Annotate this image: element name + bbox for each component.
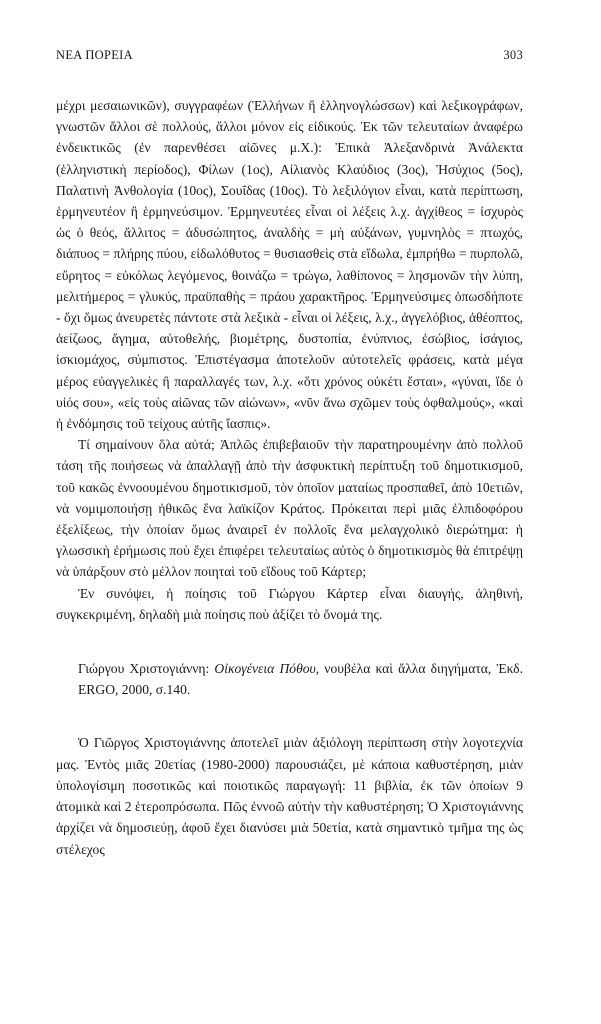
review-details: , νουβέλα καὶ ἄλλα διηγήματα, Ἐκδ. ERGO, 2000, σ.140. bbox=[78, 661, 523, 698]
paragraph-vocabulary: μέχρι μεσαιωνικῶν), συγγραφέων (Ἑλλήνων ἢ ἑλληνογλώσσων) καὶ λεξικογράφων, γνωστῶν ἄλλοι σὲ πολλούς, ἄλλοι μόνον εἰς εἰδικούς. Ἐκ τῶν τελευταίων ἀναφέρω ἐνδεικτικῶς (ἐν παρενθέσει αἰῶνες μ.Χ.): Ἐπικὰ Ἀλεξανδρινὰ Ἀνάλεκτα (ἑλληνιστικὴ περίοδος), Φίλων (1ος), Αἰλιανὸς Κλαύδιος (3ος), Ἡσύχιος (5ος), Παλατινὴ Ἀνθολογία (10ος), Σουΐδας (10ος). Τὸ λεξιλόγιον εἶναι, κατὰ περίπτωση, ἑρμηνευτέον ἢ ἑρμηνεύσιμον. Ἑρμηνευτέες εἶναι οἱ λέξεις λ.χ. ἀγχίθεος = ἰσχυρὸς ὡς ὁ θεός, ἄλλιτος = ἀδυσώπητος, ἀναλδὴς = μὴ αὐξάνων, γυμνηλὸς = πτωχός, διάπυος = πλήρης πύου, εἰδωλόθυτος = θυσιασθεὶς στὰ εἴδωλα, ἐμπρήθω = πυρπολῶ, εὔρητος = εὐκόλως λεγόμενος, θοινάζω = τρώγω, λαθίπονος = λησμονῶν τὴν λύπη, μελιτήμερος = γλυκύς, πραϋπαθὴς = πράου χαρακτῆρος. Ἑρμηνεύσιμες ὁπωσδήποτε - ὄχι ὅμως ἀνευρετὲς πάντοτε στὰ λεξικὰ - εἶναι οἱ λέξεις, λ.χ., ἀγγελόβιος, ἀθέοπτος, ἀείζωος, ἄγημα, αὐτοθελής, βιομέτρης, δυστοπία, ἐνύπνιος, ἐσώβιος, ἰσάγιος, ἰσκιομάχος, σύμπιστος. Ἐπιστέγασμα ἀποτελοῦν αὐτοτελεῖς φράσεις, κατὰ μέγα μέρος εὐαγγελικὲς ἢ παραλλαγές των, λ.χ. «ὅτι χρόνος οὐκέτι ἔσται», «γύναι, ἴδε ὁ υἱός σου», «εἰς τοὺς αἰῶνας τῶν αἰώνων», «νῦν ἄνω σχῶμεν τοὺς ὀφθαλμούς», «καὶ ἡ ἐνδόμησις τοῦ τείχους αὐτῆς ἴασπις». bbox=[56, 98, 523, 432]
running-title: ΝΕΑ ΠΟΡΕΙΑ bbox=[56, 48, 133, 62]
review-book-title: Οἰκογένεια Πόθου bbox=[214, 661, 316, 677]
review-reference bbox=[56, 658, 523, 700]
paragraph-conclusion: Ἐν συνόψει, ἡ ποίησις τοῦ Γιώργου Κάρτερ εἶναι διαυγής, ἀληθινή, συγκεκριμένη, δηλαδὴ μιὰ ποίησις ποὺ ἀξίζει τὸ ὄνομά της. bbox=[56, 585, 523, 622]
section-gap bbox=[56, 625, 523, 658]
paragraph-review-intro: Ὁ Γιῶργος Χριστογιάννης ἀποτελεῖ μιὰν ἀξιόλογη περίπτωση στὴν λογοτεχνία μας. Ἐντὸς μιᾶς 20ετίας (1980-2000) παρουσιάζει, μὲ κάποια καθυστέρηση, μιὰν ὑπολογίσιμη ποσοτικῶς καὶ ποιοτικῶς παραγωγή: 11 βιβλία, ἐκ τῶν ὁποίων 9 ἀτομικὰ καὶ 2 ἑτεροπρόσωπα. Πῶς ἐννοῶ αὐτὴν τὴν καθυστέρηση; Ὁ Χριστογιάννης ἀρχίζει νὰ δημοσιεύῃ, ἀφοῦ ἔχει διανύσει μιὰ 50ετία, κατὰ σημαντικὸ τμῆμα της ὡς στέλεχος bbox=[56, 735, 523, 857]
review-author: Γιώργου Χριστογιάννη: bbox=[78, 661, 215, 677]
paragraph-meaning: Τί σημαίνουν ὅλα αὐτά; Ἁπλῶς ἐπιβεβαιοῦν τὴν παρατηρουμένην ἀπὸ πολλοῦ τάση τῆς ποιήσεως νὰ ἀπαλλαγῇ ἀπὸ τὴν ἀσφυκτικὴ περίπτυξη τοῦ δημοτικισμοῦ, τοῦ κακῶς ἐννοουμένου δημοτικισμοῦ, τὸν ὁποῖον ματαίως προσπαθεῖ, ἀπὸ 10ετιῶν, νὰ νομιμοποιήσῃ ἠθικῶς ἕνα λαϊκίζον Κράτος. Πρόκειται περὶ μιᾶς ἐλπιδοφόρου ἐξελίξεως, τὴν ὁποίαν ὅμως ἀναιρεῖ ἐν πολλοῖς ἕνα μελαγχολικὸ διερώτημα: ἡ γλωσσικὴ ἐρήμωσις ποὺ ἔχει ἐπιφέρει τελευταίως αὐτὸς ὁ δημοτικισμὸς θὰ ἐπιτρέψῃ νὰ ὑπάρξουν στὸ μέλλον ποιηταὶ τοῦ εἴδους τοῦ Κάρτερ; bbox=[56, 437, 523, 580]
page-number: 303 bbox=[503, 48, 523, 62]
body-text bbox=[56, 95, 523, 860]
page-header bbox=[56, 48, 523, 63]
section-gap bbox=[56, 700, 523, 732]
